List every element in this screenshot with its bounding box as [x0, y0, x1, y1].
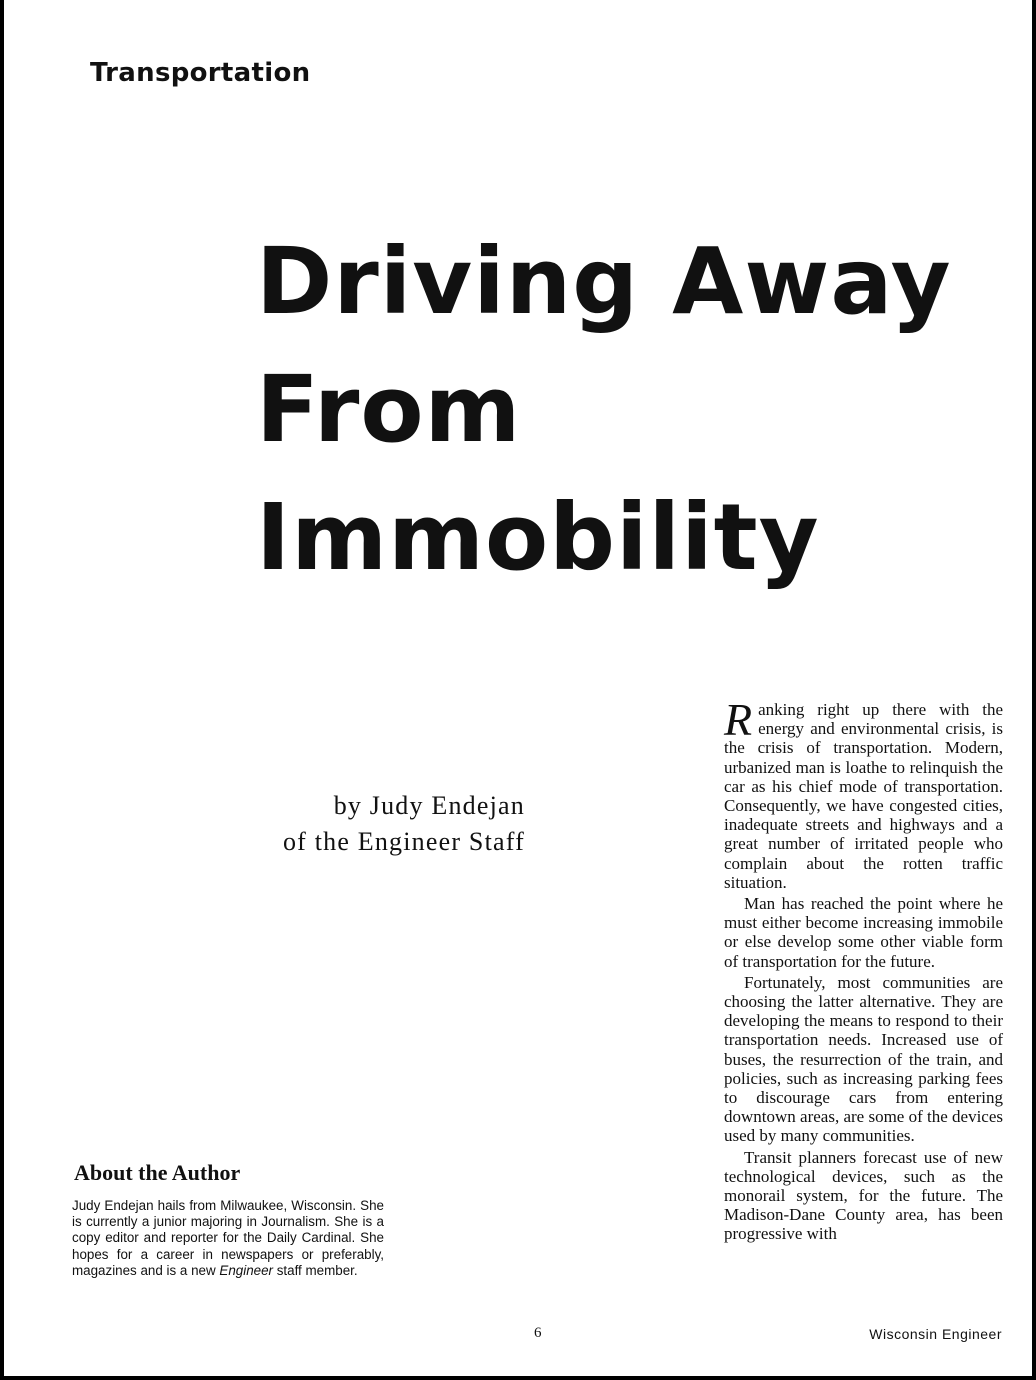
article-paragraph-3: Fortunately, most communities are choosing the latter alternative. They are developing the means to respond to their transportation needs. Increased use of buses, the resurrection of the train, and policies, such as increasing parking fees to discourage cars from entering downtown areas, are some of the devices used by many communities. — [724, 972, 1003, 1146]
page-border-bottom — [0, 1376, 1036, 1380]
headline-line-2: From — [256, 356, 522, 463]
section-label: Transportation — [90, 58, 311, 88]
byline-author: by Judy Endejan — [333, 791, 525, 820]
paragraph-1-text: anking right up there with the energy and environmental crisis, is the crisis of transportation. Modern, urbanized man is loathe to relinquish the car as his chief mode of transportation. Consequently, we have congested cities, inadequate streets and highways and a great number of irritated people who complain about the rotten traffic situation. — [724, 700, 1003, 892]
byline — [240, 788, 525, 860]
headline-line-3: Immobility — [256, 484, 820, 591]
article-paragraph-1 — [724, 694, 1003, 892]
byline-staff: of the Engineer Staff — [282, 827, 525, 856]
article-headline — [256, 218, 1016, 602]
page-border-left — [0, 0, 4, 1380]
article-body — [724, 694, 1003, 1246]
headline-line-1: Driving Away — [256, 228, 952, 335]
about-author-heading: About the Author — [74, 1160, 241, 1185]
page-border-right — [1032, 0, 1036, 1380]
article-paragraph-4: Transit planners forecast use of new technological devices, such as the monorail system, for the future. The Madison-Dane County area, has been progressive with — [724, 1147, 1003, 1244]
about-author-text — [72, 1198, 384, 1279]
article-paragraph-2: Man has reached the point where he must either become increasing immobile or else develop some other viable form of transportation for the future. — [724, 894, 1003, 971]
publication-footer: Wisconsin Engineer — [869, 1326, 1002, 1342]
page-number: 6 — [534, 1325, 542, 1341]
about-text-end: staff member. — [273, 1262, 358, 1278]
about-text-start: Judy Endejan hails from Milwaukee, Wisconsin. She is currently a junior majoring in Journalism. She is a copy editor and reporter for the Daily Cardinal. She hopes for a career in newspapers or preferably, magazines and is a new — [72, 1198, 384, 1278]
drop-cap: R — [724, 694, 753, 745]
about-publication-name: Engineer — [219, 1262, 273, 1278]
